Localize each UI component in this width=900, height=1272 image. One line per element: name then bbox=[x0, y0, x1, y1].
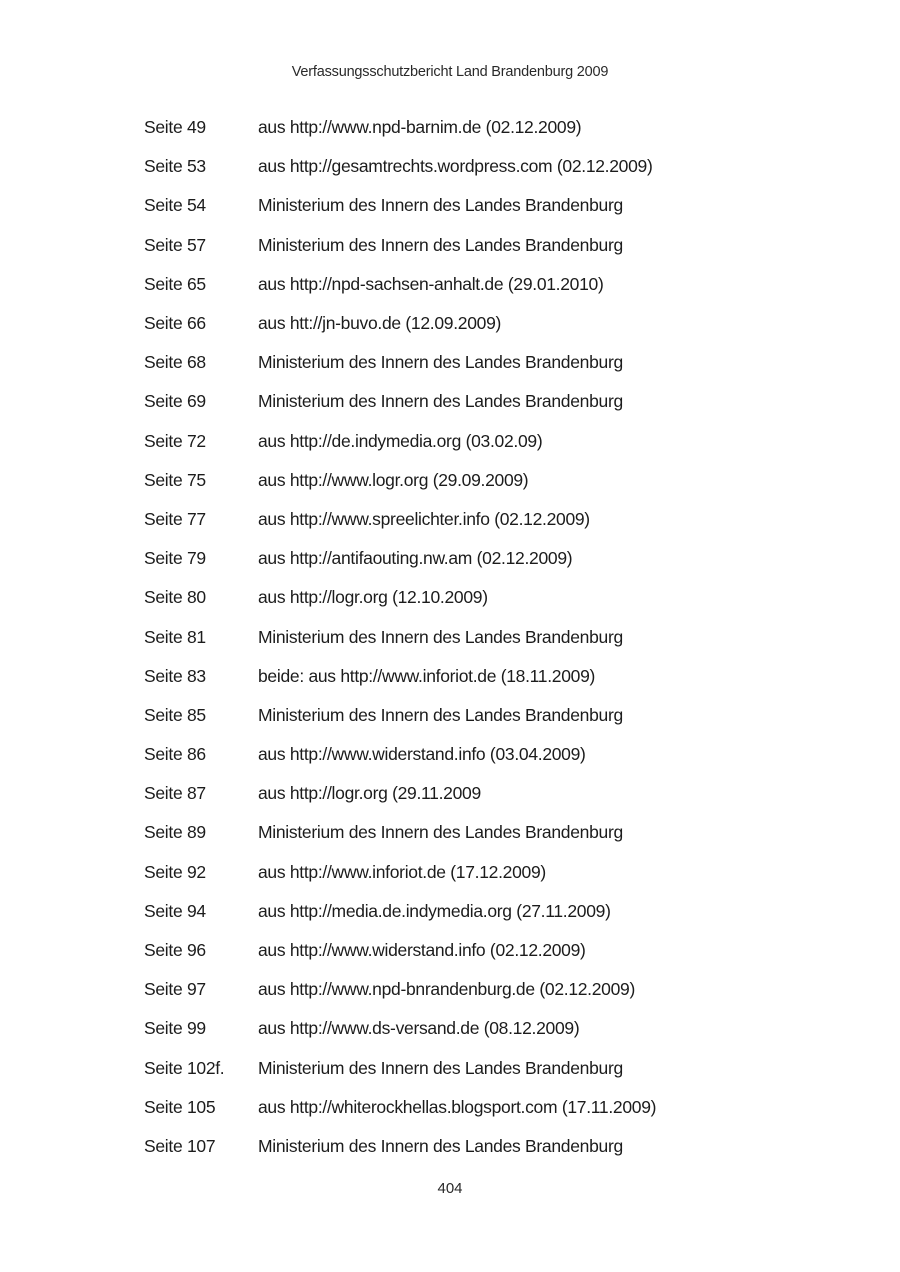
list-item bbox=[144, 226, 844, 265]
source-text: aus http://www.widerstand.info (03.04.2009) bbox=[258, 744, 586, 765]
source-text: aus http://antifaouting.nw.am (02.12.2009) bbox=[258, 548, 573, 569]
list-item bbox=[144, 657, 844, 696]
list-item bbox=[144, 382, 844, 421]
list-item bbox=[144, 774, 844, 813]
source-text: aus http://logr.org (12.10.2009) bbox=[258, 587, 488, 608]
page-reference: Seite 69 bbox=[144, 391, 206, 412]
source-text: aus htt://jn-buvo.de (12.09.2009) bbox=[258, 313, 502, 334]
source-text: Ministerium des Innern des Landes Brandenburg bbox=[258, 1057, 623, 1078]
list-item bbox=[144, 578, 844, 617]
source-text: aus http://www.spreelichter.info (02.12.2009) bbox=[258, 508, 590, 529]
source-text: Ministerium des Innern des Landes Brandenburg bbox=[258, 626, 623, 647]
list-item bbox=[144, 853, 844, 892]
page-header: Verfassungsschutzbericht Land Brandenburg 2009 bbox=[291, 64, 609, 80]
source-text: aus http://www.logr.org (29.09.2009) bbox=[258, 469, 529, 490]
page-reference: Seite 65 bbox=[144, 273, 206, 294]
list-item bbox=[144, 1127, 844, 1166]
list-item bbox=[144, 422, 844, 461]
list-item bbox=[144, 617, 844, 656]
source-text: aus http://www.npd-bnrandenburg.de (02.12.2009) bbox=[258, 979, 636, 1000]
page-reference: Seite 75 bbox=[144, 469, 206, 490]
list-item bbox=[144, 1088, 844, 1127]
source-text: Ministerium des Innern des Landes Brandenburg bbox=[258, 391, 623, 412]
list-item bbox=[144, 539, 844, 578]
page-reference: Seite 53 bbox=[144, 156, 206, 177]
page-number: 404 bbox=[437, 1180, 463, 1197]
list-item bbox=[144, 186, 844, 225]
source-text: aus http://www.widerstand.info (02.12.2009) bbox=[258, 940, 586, 961]
source-text: Ministerium des Innern des Landes Brandenburg bbox=[258, 195, 623, 216]
list-item bbox=[144, 931, 844, 970]
list-item bbox=[144, 970, 844, 1009]
page-reference: Seite 66 bbox=[144, 313, 206, 334]
page-reference: Seite 86 bbox=[144, 744, 206, 765]
list-item bbox=[144, 461, 844, 500]
list-item bbox=[144, 892, 844, 931]
list-item bbox=[144, 1049, 844, 1088]
page-reference: Seite 68 bbox=[144, 352, 206, 373]
source-text: Ministerium des Innern des Landes Brandenburg bbox=[258, 822, 623, 843]
source-text: aus http://whiterockhellas.blogsport.com (17.11.2009) bbox=[258, 1096, 657, 1117]
page-reference: Seite 77 bbox=[144, 508, 206, 529]
source-text: aus http://gesamtrechts.wordpress.com (02.12.2009) bbox=[258, 156, 653, 177]
page-reference: Seite 80 bbox=[144, 587, 206, 608]
list-item bbox=[144, 343, 844, 382]
page-reference: Seite 96 bbox=[144, 940, 206, 961]
list-item bbox=[144, 304, 844, 343]
source-text: aus http://de.indymedia.org (03.02.09) bbox=[258, 430, 543, 451]
page-reference: Seite 49 bbox=[144, 117, 206, 138]
list-item bbox=[144, 265, 844, 304]
source-text: Ministerium des Innern des Landes Brandenburg bbox=[258, 234, 623, 255]
source-text: Ministerium des Innern des Landes Brandenburg bbox=[258, 1135, 623, 1156]
source-text: aus http://media.de.indymedia.org (27.11.2009) bbox=[258, 900, 611, 921]
source-text: aus http://logr.org (29.11.2009 bbox=[258, 783, 481, 804]
page-reference: Seite 97 bbox=[144, 979, 206, 1000]
list-item bbox=[144, 696, 844, 735]
list-item bbox=[144, 1009, 844, 1048]
source-text: Ministerium des Innern des Landes Brandenburg bbox=[258, 704, 623, 725]
page-reference: Seite 102f. bbox=[144, 1057, 225, 1078]
list-item bbox=[144, 108, 844, 147]
source-text: Ministerium des Innern des Landes Brandenburg bbox=[258, 352, 623, 373]
page-reference: Seite 81 bbox=[144, 626, 206, 647]
page-reference: Seite 107 bbox=[144, 1135, 216, 1156]
page-reference: Seite 83 bbox=[144, 665, 206, 686]
page-reference: Seite 72 bbox=[144, 430, 206, 451]
page-reference: Seite 99 bbox=[144, 1018, 206, 1039]
list-item bbox=[144, 147, 844, 186]
page-reference: Seite 85 bbox=[144, 704, 206, 725]
page-reference: Seite 57 bbox=[144, 234, 206, 255]
page-reference: Seite 94 bbox=[144, 900, 206, 921]
list-item bbox=[144, 735, 844, 774]
page-reference: Seite 89 bbox=[144, 822, 206, 843]
page-reference: Seite 54 bbox=[144, 195, 206, 216]
source-text: aus http://www.npd-barnim.de (02.12.2009) bbox=[258, 117, 582, 138]
source-text: aus http://www.inforiot.de (17.12.2009) bbox=[258, 861, 546, 882]
page-reference: Seite 79 bbox=[144, 548, 206, 569]
source-text: beide: aus http://www.inforiot.de (18.11.2009) bbox=[258, 665, 596, 686]
image-credits-list bbox=[144, 108, 844, 1166]
source-text: aus http://npd-sachsen-anhalt.de (29.01.2010) bbox=[258, 273, 604, 294]
source-text: aus http://www.ds-versand.de (08.12.2009) bbox=[258, 1018, 580, 1039]
page-reference: Seite 105 bbox=[144, 1096, 216, 1117]
list-item bbox=[144, 813, 844, 852]
list-item bbox=[144, 500, 844, 539]
page-reference: Seite 92 bbox=[144, 861, 206, 882]
page-reference: Seite 87 bbox=[144, 783, 206, 804]
